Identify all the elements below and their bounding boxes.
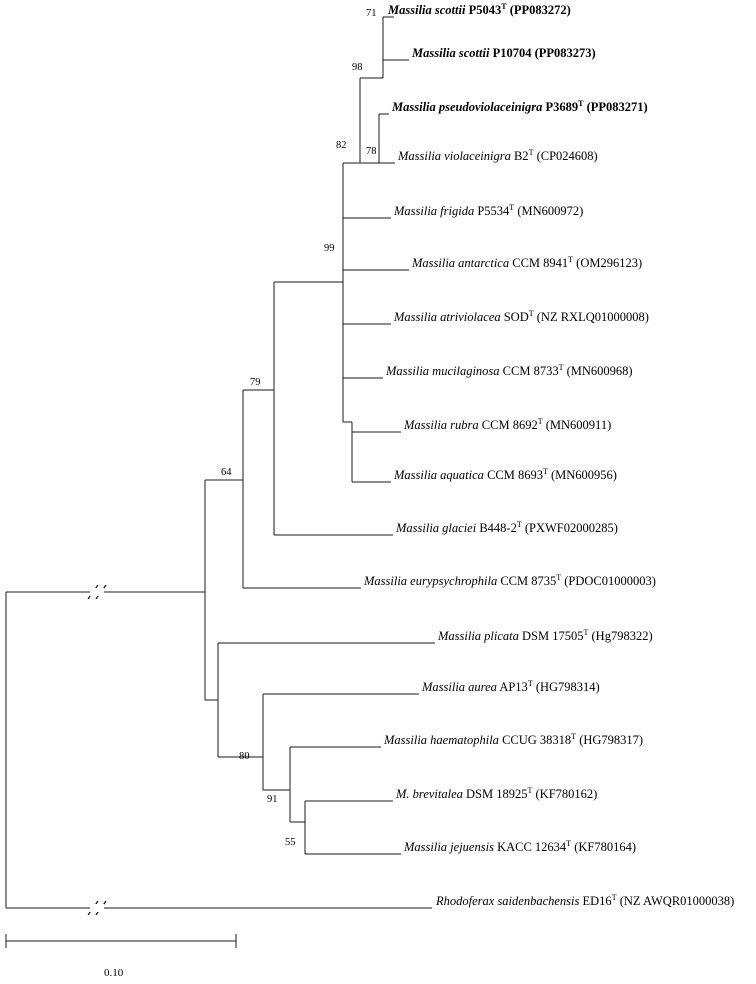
taxon-strain: B448-2 [479, 521, 517, 535]
bootstrap-value: 98 [352, 62, 363, 73]
taxon-accession: (NZ AWQR01000038) [619, 894, 735, 908]
taxon-species: Massilia aquatica [394, 468, 484, 482]
type-strain-marker: T [556, 572, 562, 582]
taxon-strain: DSM 18925 [466, 787, 528, 801]
break-mask-outgroup [90, 904, 104, 912]
taxon-label-massilia-violaceinigra-b2 [398, 149, 598, 163]
type-strain-marker: T [501, 1, 507, 11]
taxon-label-massilia-pseudoviolaceinigra-p3689 [392, 100, 648, 114]
type-strain-marker: T [566, 838, 572, 848]
taxon-species: Massilia antarctica [412, 256, 510, 270]
taxon-label-massilia-rubra-ccm8692 [404, 418, 611, 432]
type-strain-marker: T [568, 254, 574, 264]
taxon-species: Massilia atriviolacea [394, 310, 501, 324]
taxon-strain: CCUG 38318 [502, 733, 572, 747]
taxon-species: Rhodoferax saidenbachensis [436, 894, 580, 908]
taxon-label-rhodoferax-saidenbachensis-ed16 [436, 894, 734, 908]
type-strain-marker: T [583, 627, 589, 637]
taxon-label-massilia-mucilaginosa-ccm8733 [386, 364, 633, 378]
taxon-strain: B2 [513, 149, 529, 163]
taxon-strain: P3689 [545, 100, 579, 114]
taxon-accession: (HG798314) [535, 680, 600, 694]
taxon-accession: (OM296123) [576, 256, 643, 270]
taxon-label-massilia-scottii-p5043 [388, 3, 571, 17]
type-strain-marker: T [527, 785, 533, 795]
taxon-accession: (CP024608) [536, 149, 598, 163]
taxon-label-massilia-aquatica-ccm8693 [394, 468, 617, 482]
taxon-label-massilia-plicata-dsm17505 [438, 629, 653, 643]
taxon-strain: SOD [503, 310, 529, 324]
type-strain-marker: T [542, 466, 548, 476]
bootstrap-value: 71 [366, 8, 377, 19]
taxon-strain: DSM 17505 [522, 629, 584, 643]
taxon-strain: CCM 8733 [502, 364, 559, 378]
taxon-strain: KACC 12634 [497, 840, 567, 854]
taxon-strain: P5534 [477, 204, 510, 218]
taxon-label-massilia-glaciei-b448-2 [396, 521, 618, 535]
bootstrap-value: 91 [267, 794, 278, 805]
taxon-species: Massilia rubra [404, 418, 479, 432]
type-strain-marker: T [578, 98, 584, 108]
bootstrap-value: 99 [324, 243, 335, 254]
break-mask-ingroup [90, 588, 104, 596]
taxon-accession: (MN600968) [566, 364, 633, 378]
type-strain-marker: T [558, 362, 564, 372]
type-strain-marker: T [509, 202, 515, 212]
bootstrap-value: 79 [250, 377, 261, 388]
scale-bar-label: 0.10 [104, 967, 124, 979]
taxon-strain: CCM 8735 [500, 574, 557, 588]
taxon-species: Massilia frigida [394, 204, 475, 218]
taxon-species: Massilia haematophila [384, 733, 499, 747]
taxon-species: Massilia glaciei [396, 521, 477, 535]
taxon-accession: (PDOC01000003) [564, 574, 656, 588]
scale-bar [6, 934, 236, 948]
taxon-species: Massilia mucilaginosa [386, 364, 500, 378]
taxon-species: Massilia plicata [438, 629, 519, 643]
taxon-label-massilia-haematophila-ccug38318 [384, 733, 643, 747]
taxon-label-massilia-eurypsychrophila-ccm8735 [364, 574, 656, 588]
taxon-strain: CCM 8941 [512, 256, 569, 270]
bootstrap-value: 55 [285, 837, 296, 848]
taxon-label-massilia-frigida-p5534 [394, 204, 583, 218]
type-strain-marker: T [516, 519, 522, 529]
taxon-label-m-brevitalea-dsm18925 [396, 787, 597, 801]
taxon-accession: (NZ RXLQ01000008) [536, 310, 649, 324]
taxon-accession: (MN600956) [551, 468, 617, 482]
taxon-strain: CCM 8692 [481, 418, 538, 432]
taxon-label-massilia-jejuensis-kacc12634 [404, 840, 636, 854]
taxon-label-massilia-antarctica-ccm8941 [412, 256, 642, 270]
taxon-accession: (PP083271) [586, 100, 648, 114]
taxon-species: M. brevitalea [396, 787, 463, 801]
taxon-species: Massilia pseudoviolaceinigra [392, 100, 543, 114]
taxon-species: Massilia jejuensis [404, 840, 494, 854]
type-strain-marker: T [528, 308, 534, 318]
taxon-accession: (KF780162) [535, 787, 598, 801]
taxon-accession: (HG798317) [579, 733, 644, 747]
taxon-label-massilia-aurea-ap13 [422, 680, 600, 694]
type-strain-marker: T [528, 147, 534, 157]
taxon-accession: (Hg798322) [591, 629, 653, 643]
bootstrap-value: 64 [221, 467, 232, 478]
taxon-label-massilia-atriviolacea-sod [394, 310, 649, 324]
taxon-accession: (PXWF02000285) [524, 521, 618, 535]
bootstrap-value: 78 [366, 146, 377, 157]
taxon-species: Massilia scottii [388, 3, 466, 17]
taxon-label-massilia-scottii-p10704 [412, 46, 596, 60]
taxon-species: Massilia violaceinigra [398, 149, 511, 163]
taxon-accession: (KF780164) [574, 840, 636, 854]
taxon-accession: (PP083273) [534, 46, 596, 60]
type-strain-marker: T [537, 416, 543, 426]
taxon-accession: (PP083272) [509, 3, 571, 17]
bootstrap-value: 80 [239, 751, 250, 762]
bootstrap-value: 82 [336, 140, 347, 151]
taxon-strain: CCM 8693 [487, 468, 543, 482]
taxon-accession: (MN600911) [545, 418, 612, 432]
taxon-strain: AP13 [499, 680, 528, 694]
taxon-species: Massilia eurypsychrophila [364, 574, 498, 588]
type-strain-marker: T [571, 731, 577, 741]
taxon-strain: ED16 [582, 894, 612, 908]
taxon-strain: P5043 [468, 3, 502, 17]
type-strain-marker: T [527, 678, 533, 688]
taxon-accession: (MN600972) [517, 204, 584, 218]
taxon-species: Massilia aurea [422, 680, 497, 694]
type-strain-marker: T [611, 892, 617, 902]
branch-break-marks [88, 585, 106, 915]
taxon-strain: P10704 [492, 46, 532, 60]
taxon-species: Massilia scottii [412, 46, 490, 60]
